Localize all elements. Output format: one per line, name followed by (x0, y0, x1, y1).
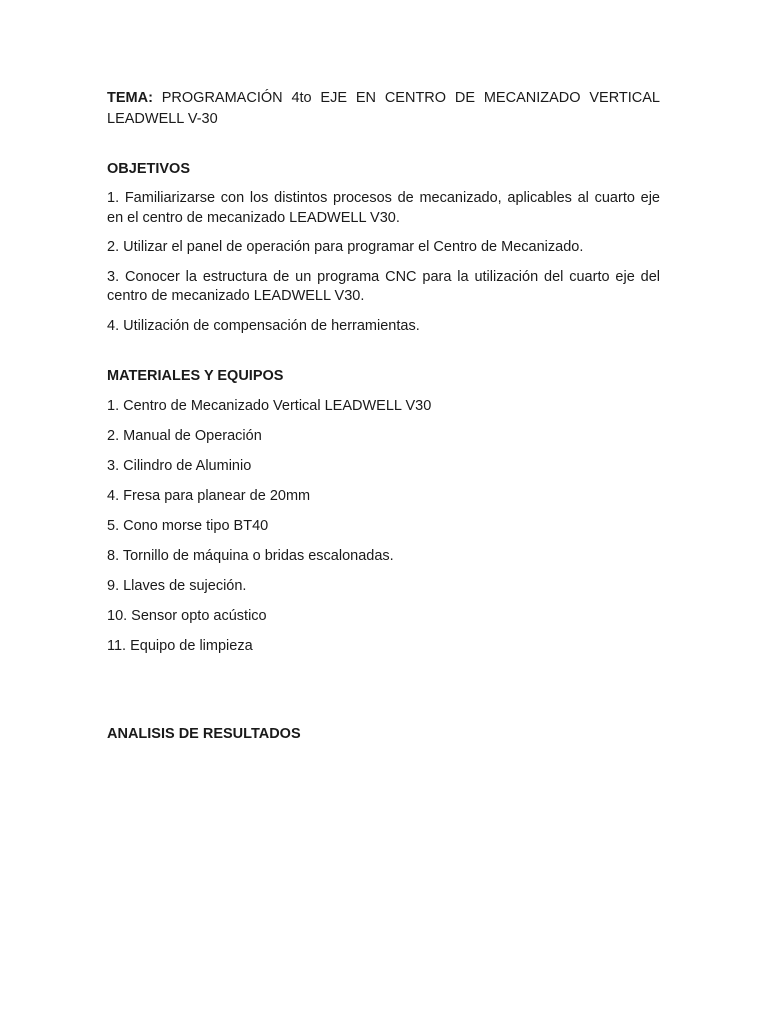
analisis-heading: ANALISIS DE RESULTADOS (107, 726, 301, 742)
tema-title-line-1: PROGRAMACIÓN 4to EJE EN CENTRO DE MECANIZADO VERTICAL (161, 90, 661, 106)
objetivos-heading: OBJETIVOS (107, 161, 190, 177)
tema-line-1 (107, 88, 660, 109)
tema-title-line-2: LEADWELL V-30 (107, 111, 218, 127)
tema-label: TEMA: (107, 90, 153, 106)
material-item-8: 8. Tornillo de máquina o bridas escalonadas. (107, 548, 394, 564)
material-item-4: 4. Fresa para planear de 20mm (107, 488, 311, 504)
objetivo-item-2: 2. Utilizar el panel de operación para programar el Centro de Mecanizado. (107, 239, 584, 255)
materiales-heading: MATERIALES Y EQUIPOS (107, 368, 284, 384)
material-item-11: 11. Equipo de limpieza (107, 638, 253, 654)
objetivo-item-1: 1. Familiarizarse con los distintos procesos de mecanizado, aplicables al cuarto eje en el centro de mecanizado LEADWELL V30. (107, 190, 660, 226)
material-item-3: 3. Cilindro de Aluminio (107, 458, 252, 474)
objetivo-item-4: 4. Utilización de compensación de herramientas. (107, 317, 420, 334)
material-item-5: 5. Cono morse tipo BT40 (107, 518, 269, 534)
material-item-9: 9. Llaves de sujeción. (107, 578, 247, 594)
material-item-2: 2. Manual de Operación (107, 428, 262, 444)
objetivo-item-3: 3. Conocer la estructura de un programa CNC para la utilización del cuarto eje del centro de mecanizado LEADWELL V30. (107, 268, 660, 304)
document-page (107, 88, 660, 744)
material-item-10: 10. Sensor opto acústico (107, 608, 267, 624)
tema-block (107, 88, 660, 130)
material-item-1: 1. Centro de Mecanizado Vertical LEADWELL V30 (107, 398, 432, 414)
